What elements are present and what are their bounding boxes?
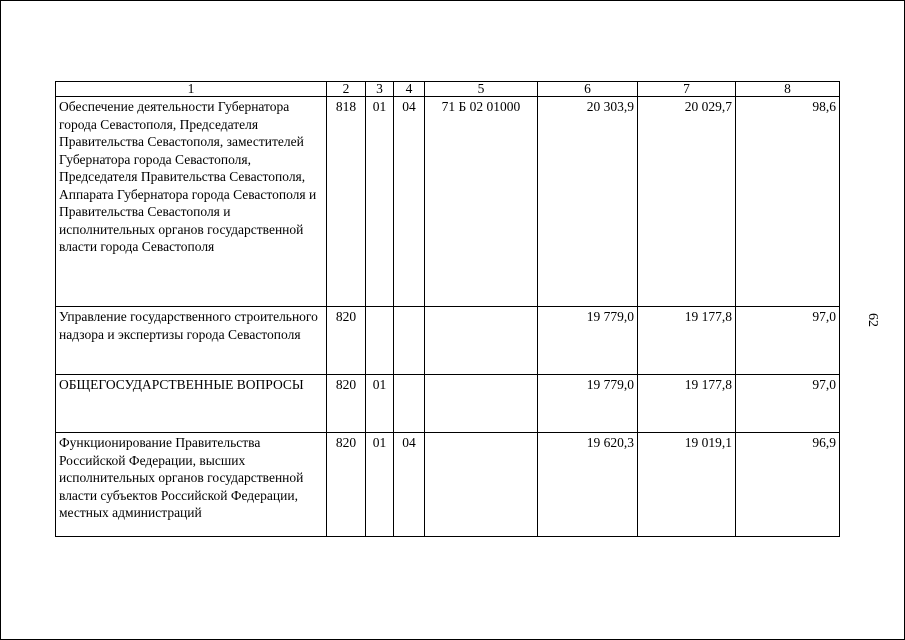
cell-col2: 818: [327, 97, 366, 307]
cell-col6: 19 779,0: [538, 375, 638, 433]
cell-col7: 19 177,8: [638, 307, 736, 375]
cell-col3: 01: [366, 375, 394, 433]
cell-col7: 20 029,7: [638, 97, 736, 307]
page-number: 62: [865, 313, 880, 327]
cell-col8: 97,0: [736, 375, 840, 433]
cell-col5: [425, 375, 538, 433]
header-cell: 5: [425, 82, 538, 97]
cell-col3: [366, 307, 394, 375]
row-name: Функционирование Правительства Российской Федерации, высших исполнительных органов государственной власти субъектов Российской Федерации, местных администраций: [56, 433, 327, 537]
header-cell: 4: [394, 82, 425, 97]
cell-col6: 20 303,9: [538, 97, 638, 307]
cell-col6: 19 620,3: [538, 433, 638, 537]
cell-col5: [425, 433, 538, 537]
cell-col4: 04: [394, 97, 425, 307]
cell-col4: 04: [394, 433, 425, 537]
table-row: [56, 97, 840, 307]
cell-col2: 820: [327, 433, 366, 537]
cell-col8: 98,6: [736, 97, 840, 307]
row-name: Обеспечение деятельности Губернатора города Севастополя, Председателя Правительства Севастополя, заместителей Губернатора города Севастополя, Председателя Правительства Севастополя, Аппарата Губернатора города Севастополя и Правительства Севастополя и исполнительных органов государственной власти города Севастополя: [56, 97, 327, 307]
header-cell: 6: [538, 82, 638, 97]
cell-col5: 71 Б 02 01000: [425, 97, 538, 307]
table-row: [56, 307, 840, 375]
cell-col2: 820: [327, 375, 366, 433]
header-cell: 7: [638, 82, 736, 97]
cell-col5: [425, 307, 538, 375]
table-row: [56, 375, 840, 433]
cell-col3: 01: [366, 433, 394, 537]
row-name: ОБЩЕГОСУДАРСТВЕННЫЕ ВОПРОСЫ: [56, 375, 327, 433]
table-row: [56, 433, 840, 537]
table-header-row: [56, 82, 840, 97]
cell-col8: 97,0: [736, 307, 840, 375]
cell-col4: [394, 375, 425, 433]
header-cell: 8: [736, 82, 840, 97]
row-name: Управление государственного строительного надзора и экспертизы города Севастополя: [56, 307, 327, 375]
header-cell: 2: [327, 82, 366, 97]
cell-col8: 96,9: [736, 433, 840, 537]
cell-col7: 19 019,1: [638, 433, 736, 537]
cell-col7: 19 177,8: [638, 375, 736, 433]
header-cell: 3: [366, 82, 394, 97]
cell-col4: [394, 307, 425, 375]
budget-table: [55, 81, 840, 537]
cell-col3: 01: [366, 97, 394, 307]
cell-col2: 820: [327, 307, 366, 375]
cell-col6: 19 779,0: [538, 307, 638, 375]
header-cell: 1: [56, 82, 327, 97]
